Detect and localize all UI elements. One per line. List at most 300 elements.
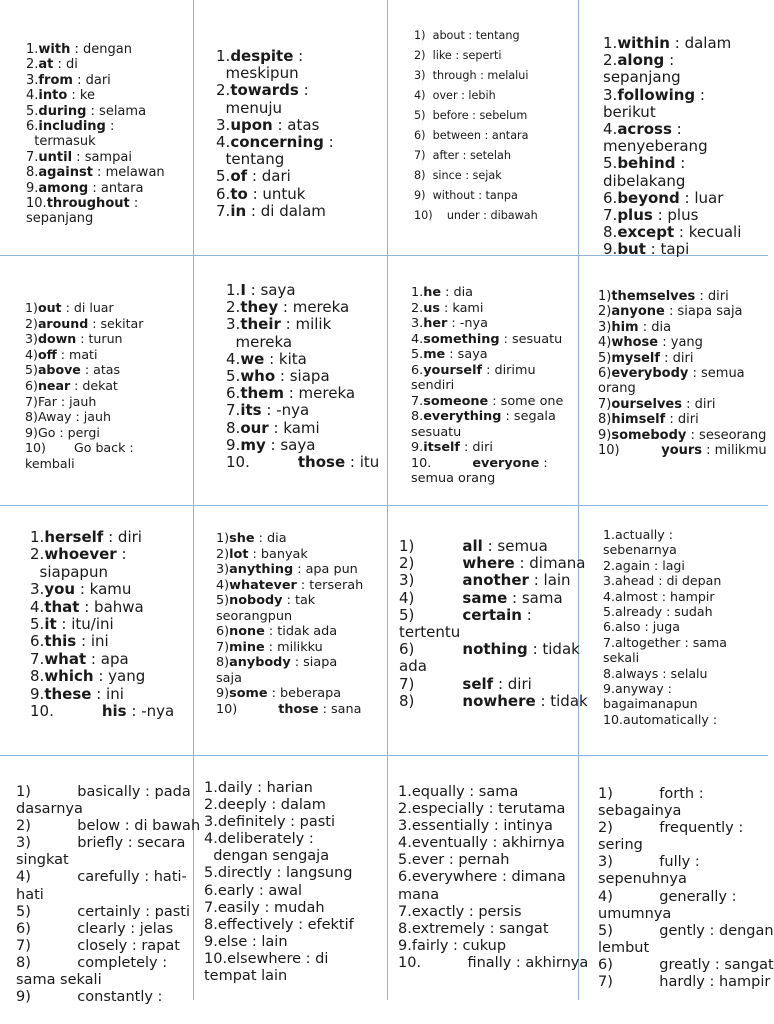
english-word: off	[37, 346, 57, 362]
entry-number: 7)	[16, 937, 31, 954]
vocab-entry	[399, 590, 577, 607]
entry-number: 6)	[16, 920, 31, 937]
translation-text: umumnya	[598, 905, 672, 922]
entry-number: 8)	[598, 412, 612, 428]
vocab-entry	[16, 818, 201, 835]
entry-number: 10.	[398, 954, 422, 971]
translation-text: sering	[598, 837, 643, 854]
vocab-entry	[399, 624, 577, 641]
english-word: something	[423, 331, 500, 347]
translation-text: : plus	[652, 206, 699, 225]
vocab-entry	[411, 425, 577, 441]
entry-number: 1)	[598, 289, 612, 304]
entry-number: 10.	[226, 453, 250, 472]
entry-number: 8)	[399, 691, 415, 710]
vocab-entry	[398, 784, 576, 801]
entry-number: 10)	[414, 209, 433, 222]
vocab-cell-r2c2	[226, 282, 386, 474]
vocab-entry	[226, 299, 386, 316]
english-word: including	[38, 119, 106, 135]
english-word: his	[101, 702, 127, 721]
entry-number: 1)	[414, 29, 426, 42]
column-divider-2	[387, 0, 388, 1000]
vocab-entry	[414, 86, 576, 106]
vocab-list	[16, 784, 201, 1006]
translation-text: : dia	[638, 319, 672, 335]
english-word: their	[240, 315, 281, 334]
translation-text: : semua	[482, 537, 548, 555]
translation-text: directly : langsung	[217, 865, 353, 882]
english-word: whatever	[229, 577, 297, 593]
translation-text: : seseorang	[686, 427, 767, 443]
translation-text: dengan sengaja	[204, 848, 330, 865]
vocab-entry	[226, 368, 386, 385]
vocab-entry	[603, 696, 768, 711]
translation-text: : dirimu	[482, 362, 536, 378]
entry-number: 5)	[598, 350, 612, 366]
vocab-entry	[598, 381, 768, 396]
translation-text: siapapun	[30, 562, 108, 581]
translation-text: ada	[399, 657, 427, 676]
translation-text: : diri	[665, 412, 699, 428]
entry-number: 7.	[398, 903, 412, 920]
translation-text: :	[664, 51, 675, 70]
vocab-entry	[603, 104, 768, 121]
entry-number: 5.	[226, 367, 241, 386]
english-word: among	[38, 180, 89, 196]
translation-text: :	[675, 154, 686, 173]
entry-number: 4.	[603, 120, 618, 139]
vocab-entry	[598, 335, 768, 350]
entry-number: 8)	[414, 169, 426, 182]
translation-text: : dari	[72, 72, 111, 88]
translation-text: saja	[216, 670, 242, 686]
vocab-list	[216, 48, 384, 220]
translation-text: closely : rapat	[77, 937, 180, 954]
entry-number: 4)	[598, 335, 612, 351]
vocab-entry	[603, 52, 768, 69]
vocab-list	[204, 780, 386, 985]
entry-number: 4)	[216, 577, 230, 593]
entry-number: 3.	[603, 573, 616, 589]
entry-number: 6.	[226, 384, 241, 403]
translation-text: early : awal	[217, 882, 302, 899]
english-word: upon	[230, 115, 273, 134]
translation-text: : sama	[507, 588, 563, 607]
vocab-entry	[603, 573, 768, 588]
entry-number: 7)	[598, 396, 612, 412]
translation-text: sebenarnya	[603, 542, 677, 558]
translation-text: : tidak	[535, 691, 588, 710]
translation-text: : dalam	[669, 34, 732, 52]
translation-text: automatically :	[623, 711, 718, 727]
translation-text: : dimana	[514, 554, 586, 573]
vocab-entry	[30, 599, 192, 616]
entry-number: 7.	[216, 201, 231, 220]
vocab-cell-r3c3	[399, 537, 588, 710]
entry-number: 4.	[411, 331, 424, 347]
vocab-entry	[26, 88, 191, 103]
vocab-entry	[204, 797, 386, 814]
entry-number: 1.	[398, 784, 412, 800]
english-word: concerning	[230, 133, 324, 152]
entry-number: 5.	[204, 865, 218, 882]
entry-number: 4.	[216, 133, 231, 152]
translation-text: : yang	[658, 335, 703, 351]
translation-text: : kita	[264, 349, 307, 368]
english-word: she	[229, 531, 255, 546]
entry-number: 3.	[226, 315, 241, 334]
english-word: someone	[423, 393, 489, 409]
vocab-entry	[30, 581, 192, 598]
translation-text: anyway :	[615, 681, 672, 697]
translation-text: kembali	[25, 455, 75, 471]
translation-text: hati	[16, 886, 44, 903]
entry-number: 8.	[30, 667, 45, 686]
english-word: everything	[423, 409, 502, 424]
english-word: down	[37, 331, 77, 347]
vocab-entry	[30, 651, 192, 668]
entry-number: 5)	[25, 362, 38, 378]
english-word: mine	[229, 639, 265, 655]
entry-number: 3.	[603, 85, 618, 104]
vocab-entry	[414, 186, 576, 206]
vocab-entry	[603, 35, 768, 52]
entry-number: 1.	[204, 780, 218, 796]
translation-text: : tapi	[645, 240, 690, 259]
english-word: whose	[611, 335, 659, 351]
entry-number: 7.	[226, 401, 241, 420]
english-word: to	[230, 184, 248, 203]
english-word: against	[38, 165, 93, 181]
english-word: across	[617, 120, 672, 139]
vocab-entry	[26, 42, 191, 57]
vocab-entry	[30, 686, 192, 703]
vocab-entry	[598, 940, 768, 957]
entry-number: 9.	[204, 933, 218, 950]
entry-number: 9.	[411, 440, 424, 455]
translation-text: :	[129, 196, 139, 212]
entry-number: 5.	[216, 167, 231, 186]
vocab-list	[414, 26, 576, 226]
entry-number: 4)	[16, 869, 31, 886]
entry-number: 3.	[204, 814, 218, 831]
english-word: everyone	[472, 455, 540, 471]
english-word: yours	[661, 443, 703, 459]
vocab-entry	[398, 938, 576, 955]
translation-text: basically : pada	[77, 784, 191, 800]
vocab-cell-r3c4	[603, 527, 768, 727]
entry-number: 1)	[25, 300, 38, 315]
translation-text: ahead : di depan	[615, 573, 722, 589]
translation-text: : melawan	[92, 165, 165, 181]
translation-text: : tidak	[527, 640, 580, 659]
vocab-entry	[30, 546, 192, 563]
entry-number: 6)	[598, 956, 613, 973]
translation-text: : dari	[247, 167, 291, 186]
english-word: myself	[611, 350, 661, 366]
translation-text: about : tentang	[425, 29, 520, 42]
translation-text: over : lebih	[425, 89, 496, 102]
vocab-entry	[25, 394, 191, 410]
entry-number: 4)	[399, 588, 415, 607]
vocab-entry	[398, 887, 576, 904]
translation-text: : milikmu	[702, 443, 767, 459]
translation-text: ever : pernah	[411, 852, 510, 869]
vocab-entry	[603, 712, 768, 727]
vocab-cell-r4c2	[204, 780, 386, 990]
translation-text: eventually : akhirnya	[411, 835, 565, 852]
english-word: my	[240, 435, 266, 454]
vocab-entry	[603, 173, 768, 190]
vocab-entry	[204, 934, 386, 951]
vocab-cell-r3c2	[216, 531, 386, 717]
translation-text: like : seperti	[425, 49, 502, 62]
vocab-list	[30, 529, 192, 720]
entry-number: 1)	[16, 784, 31, 800]
translation-text: altogether : sama	[615, 634, 727, 650]
vocab-entry	[216, 609, 386, 625]
vocab-entry	[411, 378, 577, 394]
vocab-list	[399, 537, 588, 710]
vocab-entry	[226, 282, 386, 299]
translation-text: before : sebelum	[425, 109, 528, 122]
column-divider-3	[578, 0, 579, 1000]
vocab-entry	[26, 104, 191, 119]
english-word: with	[38, 42, 71, 57]
english-word: I	[240, 281, 246, 299]
vocab-entry	[216, 186, 384, 203]
vocab-entry	[25, 316, 191, 332]
vocab-entry	[398, 818, 576, 835]
entry-number: 3.	[398, 818, 412, 835]
translation-text: :	[105, 119, 115, 135]
english-word: him	[611, 319, 639, 335]
entry-number: 3)	[414, 69, 426, 82]
english-word: some	[229, 686, 268, 701]
vocab-entry	[204, 848, 386, 865]
translation-text: : kamu	[75, 580, 132, 599]
english-word: our	[240, 418, 269, 437]
vocab-entry	[16, 835, 192, 852]
entry-number: 2.	[30, 545, 45, 564]
translation-text: : some one	[488, 393, 564, 409]
vocab-entry	[598, 871, 768, 888]
vocab-entry	[411, 332, 577, 348]
vocab-entry	[216, 168, 384, 185]
vocab-entry	[216, 593, 386, 609]
translation-text: between : antara	[425, 129, 529, 142]
translation-text: : diri	[681, 396, 716, 412]
vocab-entry	[398, 869, 576, 886]
vocab-entry	[26, 196, 191, 211]
row-divider-3	[0, 755, 768, 756]
vocab-entry	[598, 443, 768, 458]
translation-text: sesuatu	[411, 424, 462, 440]
entry-number: 3)	[399, 571, 415, 590]
vocab-entry	[25, 362, 191, 378]
translation-text: : ini	[91, 684, 124, 703]
translation-text: definitely : pasti	[217, 814, 335, 831]
translation-text: deliberately :	[217, 831, 314, 848]
entry-number: 1.	[603, 527, 616, 542]
entry-number: 5.	[603, 604, 616, 620]
entry-number: 2.	[226, 298, 241, 317]
vocab-entry	[598, 956, 774, 974]
vocab-entry	[399, 640, 580, 659]
english-word: throughout	[46, 196, 130, 212]
translation-text: : itu/ini	[56, 615, 114, 634]
translation-text: : mati	[56, 346, 98, 362]
translation-text: certainly : pasti	[77, 903, 190, 920]
vocab-entry	[30, 633, 192, 650]
vocab-entry	[411, 394, 577, 410]
entry-number: 2.	[603, 51, 618, 70]
translation-text: equally : sama	[411, 784, 519, 800]
vocab-entry	[598, 397, 768, 412]
vocab-entry	[216, 702, 386, 718]
translation-text: also : juga	[615, 619, 680, 635]
vocab-entry	[30, 564, 192, 581]
entry-number: 3)	[598, 854, 613, 871]
vocab-entry	[216, 134, 384, 151]
vocab-entry	[216, 547, 386, 563]
translation-text: effectively : efektif	[217, 916, 354, 933]
vocab-entry	[411, 347, 577, 363]
translation-text: menyeberang	[603, 137, 708, 156]
translation-text: almost : hampir	[615, 588, 715, 604]
entry-number: 4.	[30, 597, 45, 616]
entry-number: 9)	[216, 686, 230, 701]
vocab-cell-r1c4	[603, 34, 768, 259]
entry-number: 1)	[216, 531, 230, 546]
vocab-entry	[411, 285, 577, 301]
translation-text: finally : akhirnya	[467, 954, 589, 971]
entry-number: 4.	[226, 349, 241, 368]
english-word: himself	[611, 412, 666, 428]
translation-text: fairly : cukup	[411, 937, 507, 954]
entry-number: 2.	[216, 81, 231, 100]
english-word: within	[617, 34, 670, 52]
translation-text: : atas	[272, 115, 320, 134]
translation-text: singkat	[16, 852, 69, 869]
vocab-entry	[216, 562, 386, 578]
vocab-entry	[26, 150, 191, 165]
translation-text: : diri	[660, 350, 694, 366]
translation-text: : segala	[501, 409, 556, 424]
vocab-entry	[399, 658, 577, 675]
translation-text: meskipun	[216, 64, 299, 83]
translation-text: : lain	[528, 571, 571, 590]
entry-number: 1.	[226, 281, 241, 299]
english-word: that	[44, 597, 80, 616]
translation-text: daily : harian	[217, 780, 313, 796]
entry-number: 7.	[204, 899, 218, 916]
entry-number: 7.	[603, 634, 616, 650]
translation-text: : siapa saja	[664, 304, 743, 320]
vocab-entry	[603, 87, 768, 104]
translation-text: : kecuali	[674, 223, 742, 242]
vocab-entry	[216, 671, 386, 687]
entry-number: 2.	[204, 797, 218, 814]
entry-number: 8.	[26, 165, 39, 181]
translation-text: hardly : hampir	[659, 974, 771, 991]
vocab-entry	[204, 865, 386, 882]
entry-number: 8)	[25, 409, 38, 425]
vocab-entry	[598, 351, 768, 366]
translation-text: : -nya	[447, 316, 488, 331]
entry-number: 4)	[414, 89, 426, 102]
translation-text: briefly : secara	[77, 835, 186, 852]
vocab-entry	[204, 951, 386, 968]
translation-text: : milik	[280, 315, 332, 334]
entry-number: 2)	[25, 315, 38, 331]
translation-text: :	[293, 47, 304, 65]
entry-number: 5)	[216, 593, 230, 608]
vocab-entry	[398, 904, 576, 921]
vocab-cell-r1c2	[216, 48, 384, 220]
entry-number: 10)	[598, 443, 620, 459]
translation-text: : di luar	[61, 300, 114, 315]
translation-text: : apa	[86, 649, 129, 668]
translation-text: again : lagi	[615, 557, 685, 573]
translation-text: everywhere : dimana	[411, 869, 566, 886]
vocab-entry	[226, 385, 386, 402]
translation-text: generally :	[659, 888, 737, 905]
vocab-entry	[598, 366, 768, 381]
english-word: near	[37, 377, 71, 393]
translation-text: : untuk	[247, 184, 306, 203]
english-word: towards	[230, 81, 299, 100]
entry-number: 5.	[411, 347, 424, 362]
row-divider-2	[0, 505, 768, 506]
translation-text: clearly : jelas	[77, 920, 174, 937]
entry-number: 3)	[16, 835, 31, 852]
vocab-entry	[411, 316, 577, 332]
vocab-list	[411, 285, 577, 487]
english-word: where	[462, 554, 515, 573]
entry-number: 2.	[411, 300, 424, 316]
entry-number: 6)	[399, 640, 415, 659]
translation-text: : ke	[67, 88, 95, 104]
translation-text: dasarnya	[16, 801, 83, 818]
vocab-list	[603, 527, 768, 727]
vocab-entry	[398, 921, 576, 938]
entry-number: 9.	[603, 240, 618, 259]
translation-text: frequently :	[659, 820, 744, 837]
entry-number: 4.	[398, 835, 412, 852]
translation-text: forth :	[659, 786, 704, 802]
entry-number: 6.	[30, 632, 45, 651]
vocab-entry	[25, 300, 191, 316]
vocab-list	[598, 786, 774, 991]
english-word: until	[38, 149, 73, 165]
translation-text: : sampai	[72, 149, 132, 165]
vocab-entry	[398, 835, 576, 852]
english-word: around	[37, 315, 89, 331]
vocab-entry	[216, 578, 386, 594]
english-word: none	[229, 624, 265, 639]
vocab-entry	[603, 241, 768, 258]
translation-text: : saya	[245, 281, 296, 299]
entry-number: 4)	[25, 346, 38, 362]
vocab-entry	[216, 65, 384, 82]
vocab-entry	[16, 784, 192, 801]
vocab-entry	[204, 968, 386, 985]
translation-text: tentang	[216, 150, 285, 169]
vocab-entry	[411, 409, 577, 425]
entry-number: 7)	[598, 974, 613, 991]
